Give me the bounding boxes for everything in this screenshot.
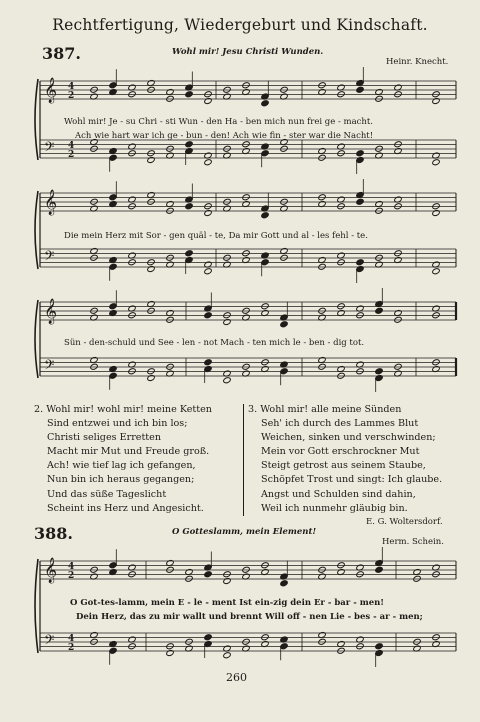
brace-icon: [35, 191, 38, 269]
staff: [40, 193, 456, 211]
bass-clef-icon: 𝄢: [44, 139, 55, 158]
note-head: [204, 571, 212, 578]
note-head: [204, 97, 212, 104]
hymn-388-composer: Herm. Schein.: [382, 537, 444, 547]
stanza-2-line: Scheint ins Herz und Angesicht.: [47, 502, 204, 514]
page-number: 260: [226, 671, 247, 684]
staff: [40, 358, 456, 376]
note-head: [375, 566, 383, 573]
note-head: [432, 209, 440, 216]
note-head: [147, 265, 155, 272]
lyrics-387-line2: Die mein Herz mit Sor - gen quäl - te, Da mir Gott und al - les fehl - te.: [64, 231, 368, 241]
note-head: [204, 209, 212, 216]
stanza-3-line: Steigt getrost aus seinem Staube,: [261, 460, 426, 472]
stanza-2-line: Ach! wie tief lag ich gefangen,: [47, 460, 196, 472]
note-head: [432, 97, 440, 104]
time-signature-denominator: 2: [68, 643, 75, 653]
note-head: [185, 250, 193, 257]
note-head: [280, 321, 288, 328]
note-head: [185, 141, 193, 148]
note-head: [356, 150, 364, 157]
treble-clef-icon: 𝄞: [44, 558, 58, 583]
stanza-3-line: Angst und Schulden sind dahin,: [261, 488, 416, 500]
text-author: E. G. Woltersdorf.: [366, 517, 443, 527]
music-system-388-1: [36, 551, 462, 669]
bass-clef-icon: 𝄢: [44, 248, 55, 267]
note-head: [356, 86, 364, 93]
brace-icon: [35, 300, 38, 378]
note-head: [223, 652, 231, 659]
hymn-387-title: Wohl mir! Jesu Christi Wunden.: [172, 47, 324, 57]
time-signature-numerator: 4: [68, 634, 75, 644]
note-head: [356, 259, 364, 266]
note-head: [280, 580, 288, 587]
note-head: [223, 577, 231, 584]
note-head: [204, 268, 212, 275]
note-head: [375, 643, 383, 650]
note-head: [204, 159, 212, 166]
note-head: [204, 312, 212, 319]
stanza-3-line: Weil ich nunmehr gläubig bin.: [261, 502, 408, 514]
lyrics-387-line1-verse2: Ach wie hart war ich ge - bun - den! Ach wie fin - ster war die Nacht!: [75, 131, 374, 141]
page-header: Rechtfertigung, Wiedergeburt und Kindschaft.: [52, 16, 428, 34]
note-head: [356, 198, 364, 205]
note-head: [166, 649, 174, 656]
lyrics-387-line3: Sün - den-schuld und See - len - not Mach - ten mich le - ben - dig tot.: [64, 338, 365, 348]
note-head: [375, 368, 383, 375]
treble-clef-icon: 𝄞: [44, 190, 58, 215]
note-head: [147, 374, 155, 381]
lyrics-388-line1-verse2: Dein Herz, das zu mir wallt und brennt Will off - nen Lie - bes - ar - men;: [76, 612, 423, 622]
note-head: [223, 318, 231, 325]
note-head: [261, 212, 269, 219]
staff: [40, 633, 456, 651]
note-head: [432, 159, 440, 166]
hymn-387-number: 387.: [42, 44, 81, 63]
stanza-divider: [243, 404, 244, 516]
time-signature-denominator: 2: [68, 91, 75, 101]
stanza-2-line: Macht mir Mut und Freude groß.: [47, 446, 210, 458]
note-head: [375, 307, 383, 314]
hymn-388-title: O Gotteslamm, mein Element!: [172, 527, 317, 537]
staff: [40, 249, 456, 267]
time-signature-denominator: 2: [68, 571, 75, 581]
stanza-3-line: Weichen, sinken und verschwinden;: [261, 432, 436, 444]
note-head: [261, 100, 269, 107]
note-head: [147, 156, 155, 163]
time-signature-numerator: 4: [68, 562, 75, 572]
bass-clef-icon: 𝄢: [44, 357, 55, 376]
stanza-3-line: Mein vor Gott erschrockner Mut: [261, 446, 420, 458]
stanza-3-line: 3. Wohl mir! alle meine Sünden: [248, 404, 402, 415]
treble-clef-icon: 𝄞: [44, 78, 58, 103]
time-signature-denominator: 2: [68, 150, 75, 160]
hymn-388-number: 388.: [34, 524, 73, 543]
staff: [40, 561, 456, 579]
stanza-2: [34, 403, 212, 516]
time-signature-numerator: 4: [68, 82, 75, 92]
stanza-3-line: Schöpfet Trost und singt: Ich glaube.: [261, 474, 443, 486]
note-head: [223, 377, 231, 384]
stanza-2-line: 2. Wohl mir! wohl mir! meine Ketten: [34, 404, 212, 415]
staff: [40, 81, 456, 99]
lyrics-387-line1-verse1: Wohl mir! Je - su Chri - sti Wun - den Ha - ben mich nun frei ge - macht.: [64, 117, 374, 127]
stanza-3: [248, 403, 442, 516]
brace-icon: [35, 559, 38, 653]
note-head: [204, 359, 212, 366]
time-signature-numerator: 4: [68, 141, 75, 151]
stanza-3-line: Seh' ich durch des Lammes Blut: [261, 418, 419, 430]
note-head: [204, 634, 212, 641]
staff: [40, 302, 456, 320]
stanza-2-line: Sind entzwei und ich bin los;: [47, 418, 188, 430]
note-head: [432, 268, 440, 275]
music-system-387-1: [36, 71, 462, 183]
staff: [40, 140, 456, 158]
stanza-2-line: Christi seliges Erretten: [47, 432, 162, 444]
lyrics-388-line1-verse1: O Got-tes-lamm, mein E - le - ment Ist ein-zig dein Er - bar - men!: [70, 598, 385, 608]
stanza-2-line: Nun bin ich heraus gegangen;: [47, 474, 195, 486]
brace-icon: [35, 79, 38, 160]
bass-clef-icon: 𝄢: [44, 632, 55, 651]
note-head: [185, 91, 193, 98]
hymn-387-composer: Heinr. Knecht.: [386, 57, 449, 67]
treble-clef-icon: 𝄞: [44, 299, 58, 324]
stanza-2-line: Und das süße Tageslicht: [47, 488, 167, 500]
note-head: [185, 203, 193, 210]
